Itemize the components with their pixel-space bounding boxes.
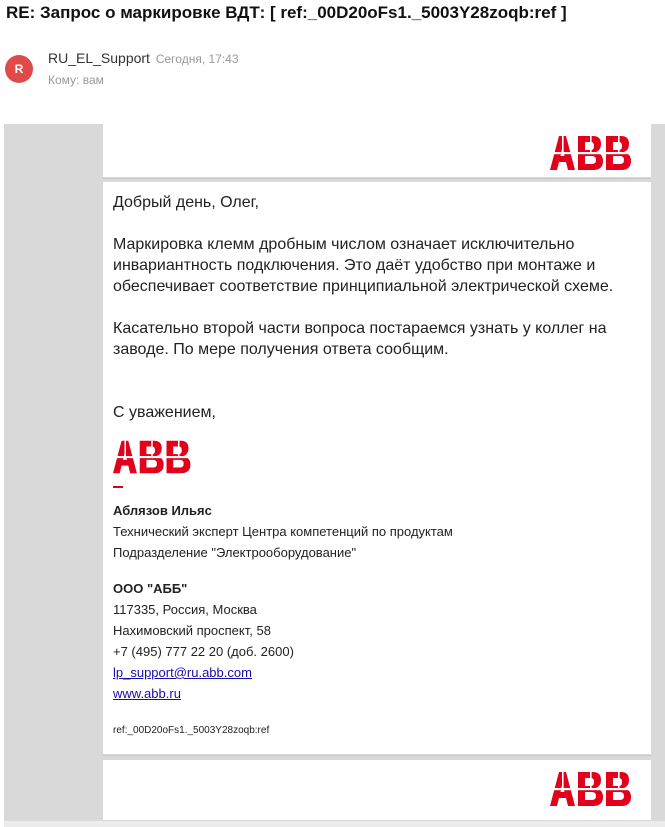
signature-phone: +7 (495) 777 22 20 (доб. 2600)	[113, 644, 294, 659]
signature-company: ООО "АББ"	[113, 581, 188, 596]
message-body	[103, 182, 651, 754]
frame-base	[4, 821, 665, 827]
closing: С уважением,	[113, 404, 216, 421]
sender-avatar[interactable]: R	[5, 55, 33, 83]
signature-street: Нахимовский проспект, 58	[113, 623, 271, 638]
signature-email-link[interactable]: lp_support@ru.abb.com	[113, 665, 252, 680]
abb-signature-logo-icon	[113, 440, 199, 474]
footer-banner	[103, 760, 651, 820]
abb-logo-icon	[550, 136, 640, 170]
sender-name[interactable]: RU_EL_Support	[48, 50, 150, 66]
signature-role: Технический эксперт Центра компетенций по продуктам	[113, 524, 453, 539]
signature-website-link[interactable]: www.abb.ru	[113, 686, 181, 701]
abb-footer-logo-icon	[550, 772, 640, 806]
recipient-line[interactable]: Кому: вам	[48, 73, 104, 87]
sender-line	[48, 50, 239, 66]
email-body-frame	[4, 124, 665, 827]
greeting: Добрый день, Олег,	[113, 194, 259, 211]
signature-division: Подразделение "Электрооборудование"	[113, 545, 357, 560]
reference-code: ref:_00D20oFs1._5003Y28zoqb:ref	[113, 725, 270, 736]
signature-address: 117335, Россия, Москва	[113, 602, 257, 617]
sent-time: Сегодня, 17:43	[155, 52, 239, 66]
paragraph-1: Маркировка клемм дробным числом означает исключительно инвариантность подключения. Это даёт удобство при монтаже и обеспечивает соответствие принципиальной электрической схеме.	[113, 236, 614, 295]
paragraph-2: Касательно второй части вопроса постараемся узнать у коллег на заводе. По мере получения ответа сообщим.	[113, 320, 607, 358]
header-banner	[103, 124, 651, 177]
email-subject: RE: Запрос о маркировке ВДТ: [ ref:_00D20oFs1._5003Y28zoqb:ref ]	[6, 3, 567, 22]
divider	[103, 755, 651, 756]
signature-accent	[113, 486, 123, 488]
divider	[103, 178, 651, 179]
signature-name: Аблязов Ильяс	[113, 503, 212, 518]
